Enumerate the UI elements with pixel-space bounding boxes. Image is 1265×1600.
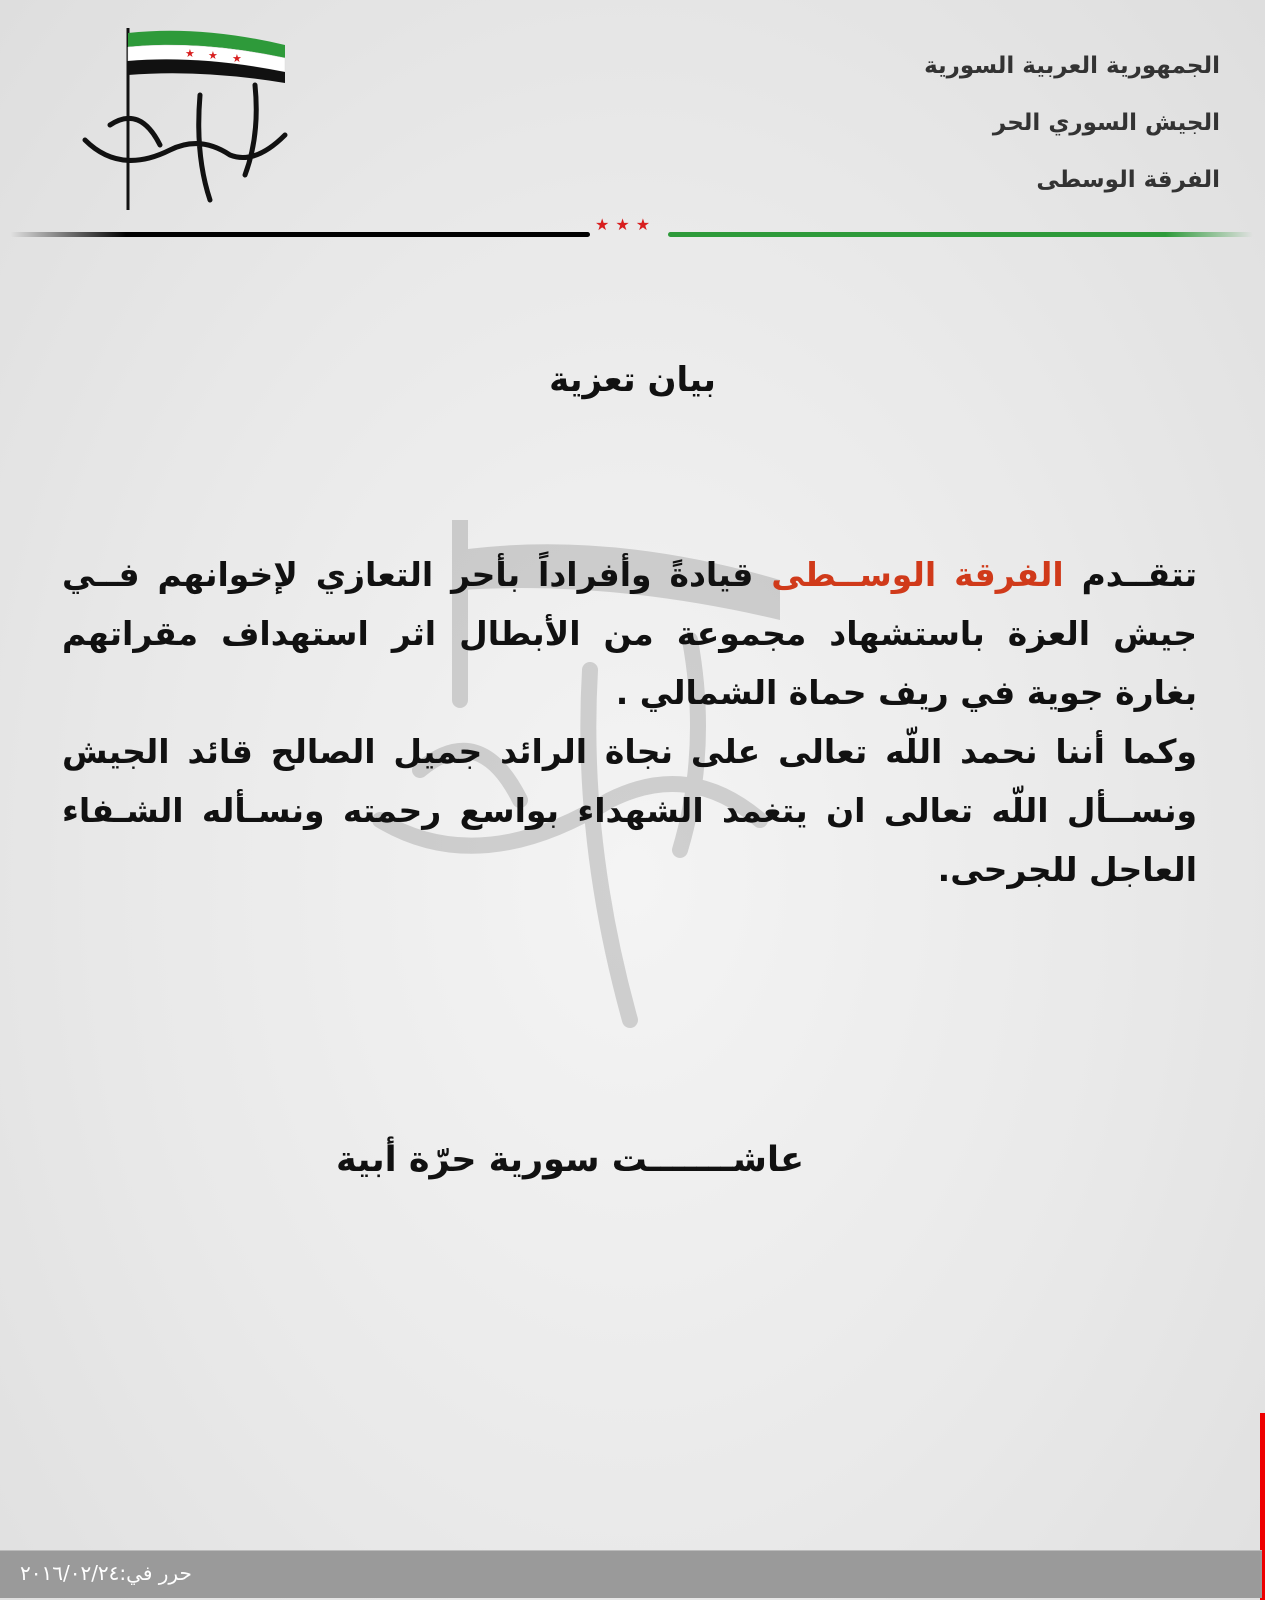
body-line-2: جيش العزة باستشهاد مجموعة من الأبطال اثر استهداف مقراتهم [62, 614, 1197, 653]
division-name-highlight: الفرقة الوســطى [771, 555, 1064, 594]
document-title: بيان تعزية [549, 360, 716, 400]
closing-slogan: عاشـــــــت سورية حرّة أبية [335, 1140, 804, 1180]
body-line-3: بغارة جوية في ريف حماة الشمالي . [615, 673, 1197, 712]
body-line-6: العاجل للجرحى. [937, 850, 1197, 889]
body-text: قيادةً وأفراداً بأحر التعازي لإخوانهم فــي [62, 555, 772, 594]
header-line-army: الجيش السوري الحر [992, 110, 1220, 136]
issuer-header [924, 38, 1220, 209]
statement-body [62, 545, 1197, 899]
body-text: تتقــدم [1063, 555, 1197, 594]
body-line-1 [62, 545, 1197, 604]
body-line-5: ونســأل اللّه تعالى ان يتغمد الشهداء بواسع رحمته ونسـأله الشـفاء [62, 791, 1197, 830]
division-logo [80, 25, 300, 215]
svg-text:★: ★ [185, 47, 195, 60]
issue-date: حرر في:٢٠١٦/٠٢/٢٤ [20, 1561, 192, 1585]
divider-black [10, 232, 590, 237]
svg-text:★: ★ [208, 49, 218, 62]
divider-green [668, 232, 1253, 237]
svg-text:★: ★ [232, 52, 242, 65]
footer-bar [0, 1550, 1262, 1598]
three-stars-icon: ★★★ [595, 215, 657, 234]
header-line-division: الفرقة الوسطى [1036, 167, 1220, 193]
header-line-republic: الجمهورية العربية السورية [924, 53, 1220, 79]
body-line-4: وكما أننا نحمد اللّه تعالى على نجاة الرائد جميل الصالح قائد الجيش [62, 732, 1197, 771]
